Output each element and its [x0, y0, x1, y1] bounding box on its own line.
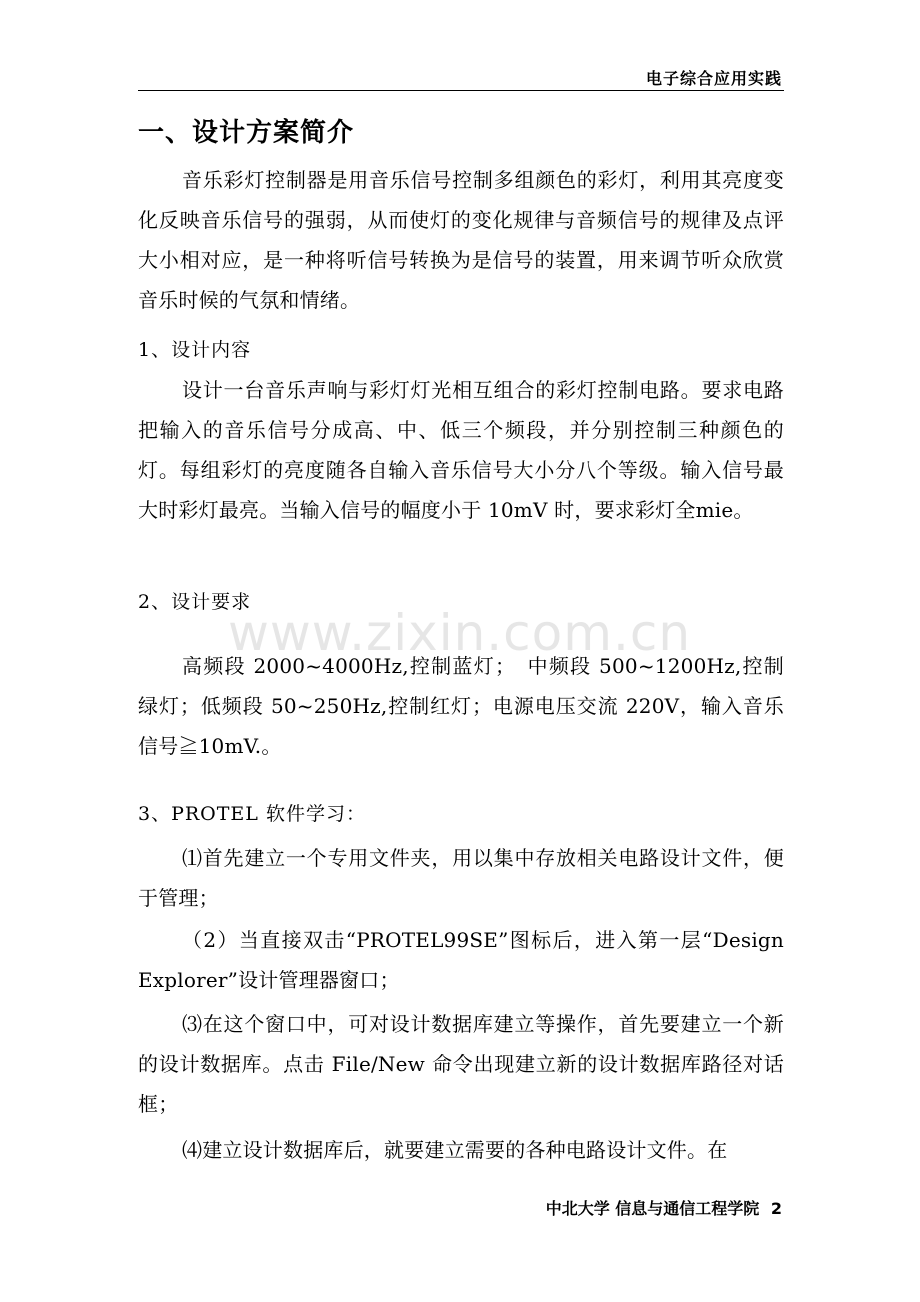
- header-rule: [138, 90, 784, 91]
- page-number: 2: [770, 1199, 782, 1218]
- protel-heading: 3、PROTEL 软件学习：: [138, 803, 366, 825]
- running-header-title: 电子综合应用实践: [645, 69, 782, 88]
- footer-institution: 中北大学 信息与通信工程学院: [545, 1199, 760, 1218]
- protel-step-1: ⑴首先建立一个专用文件夹，用以集中存放相关电路设计文件，便于管理；: [138, 846, 784, 910]
- watermark: www.zixin.com.cn: [228, 604, 692, 662]
- design-content-paragraph: 设计一台音乐声响与彩灯灯光相互组合的彩灯控制电路。要求电路把输入的音乐信号分成高、中、低三个频段，并分别控制三种颜色的灯。每组彩灯的亮度随各自输入音乐信号大小分八个等级。输入信号最大时彩灯最亮。当输入信号的幅度小于 10mV 时，要求彩灯全mie。: [138, 378, 784, 522]
- protel-step-3: ⑶在这个窗口中，可对设计数据库建立等操作，首先要建立一个新的设计数据库。点击 File/New 命令出现建立新的设计数据库路径对话框；: [138, 1012, 784, 1116]
- design-requirements-paragraph: 高频段 2000~4000Hz,控制蓝灯； 中频段 500~1200Hz,控制绿灯；低频段 50~250Hz,控制红灯；电源电压交流 220V，输入音乐信号≧10mV.。: [138, 654, 784, 758]
- section-heading: 一、设计方案简介: [138, 118, 355, 148]
- design-content-heading: 1、设计内容: [138, 339, 252, 361]
- intro-paragraph: 音乐彩灯控制器是用音乐信号控制多组颜色的彩灯，利用其亮度变化反映音乐信号的强弱，从而使灯的变化规律与音频信号的规律及点评大小相对应，是一种将听信号转换为是信号的装置，用来调节听众欣赏音乐时候的气氛和情绪。: [138, 168, 784, 312]
- design-requirements-heading: 2、设计要求: [138, 591, 252, 613]
- protel-step-4: ⑷建立设计数据库后，就要建立需要的各种电路设计文件。在: [182, 1138, 728, 1162]
- page-footer: [540, 1196, 782, 1219]
- protel-step-2: （2）当直接双击“PROTEL99SE”图标后，进入第一层“Design Explorer”设计管理器窗口；: [138, 928, 784, 992]
